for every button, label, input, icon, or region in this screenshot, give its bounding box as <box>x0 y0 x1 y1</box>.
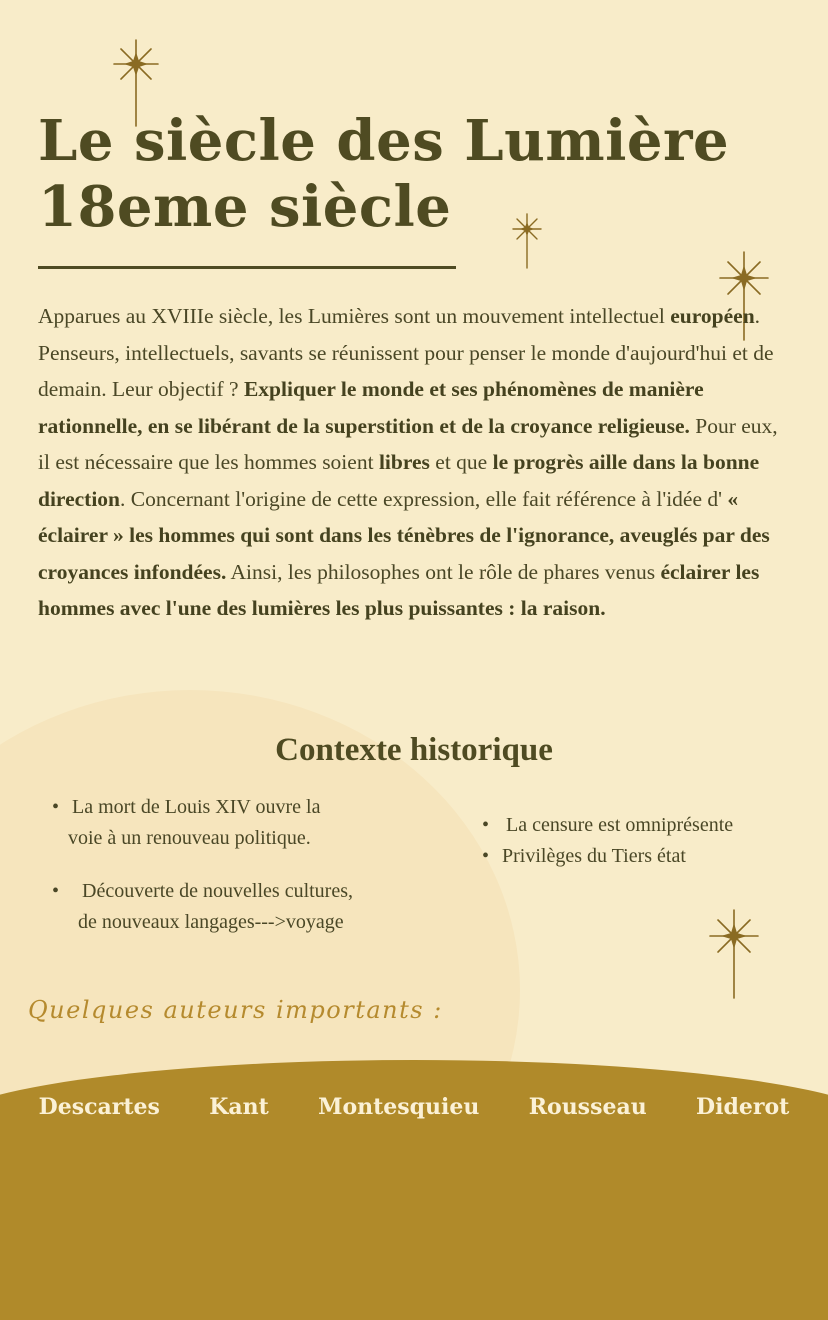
intro-emphasis: « éclairer » les hommes qui sont dans les ténèbres de l'ignorance, aveuglés par des croyances infondées. <box>38 486 770 584</box>
list-item-line: de nouveaux langages--->voyage <box>78 911 344 933</box>
intro-paragraph <box>38 298 790 627</box>
intro-text: Ainsi, les philosophes ont le rôle de phares venus <box>226 559 661 584</box>
intro-text: Apparues au XVIIIe siècle, les Lumières sont un mouvement intellectuel <box>38 304 671 328</box>
authors-heading: Quelques auteurs importants : <box>28 996 443 1024</box>
intro-text: . Concernant l'origine de cette expression, elle fait référence à l'idée d' <box>120 486 728 511</box>
list-item <box>52 876 452 938</box>
author-name: Descartes <box>38 1094 160 1120</box>
list-item: • Privilèges du Tiers état <box>482 841 822 872</box>
list-item: • La censure est omniprésente <box>482 810 822 841</box>
author-name: Montesquieu <box>318 1094 480 1120</box>
title-line-2: 18eme siècle <box>38 174 452 240</box>
intro-emphasis: européen <box>670 304 755 328</box>
intro-emphasis: éclairer les hommes avec l'une des lumières les plus puissantes : la raison. <box>38 559 760 620</box>
authors-list <box>0 1094 828 1120</box>
context-list-left <box>52 792 452 938</box>
list-item-line: voie à un renouveau politique. <box>68 827 311 849</box>
title-line-1: Le siècle des Lumière <box>38 108 730 174</box>
intro-text: et que <box>429 450 493 474</box>
author-name: Rousseau <box>528 1094 647 1120</box>
intro-emphasis: libres <box>378 450 430 474</box>
context-list-right <box>482 810 822 872</box>
list-item-line: • Découverte de nouvelles cultures, <box>82 880 354 902</box>
author-name: Diderot <box>696 1094 790 1120</box>
context-heading: Contexte historique <box>275 732 553 768</box>
list-item <box>52 792 452 854</box>
intro-text: Pour eux, il est nécessaire que les hommes soient <box>38 413 778 474</box>
title-divider <box>38 266 456 269</box>
author-name: Kant <box>209 1094 269 1120</box>
intro-emphasis: le progrès aille dans la bonne direction <box>38 450 760 511</box>
intro-text: . Penseurs, intellectuels, savants se réunissent pour penser le monde d'aujourd'hui et de demain. Leur objectif ? <box>38 304 774 401</box>
page-title <box>38 108 729 240</box>
intro-emphasis: Expliquer le monde et ses phénomènes de manière rationnelle, en se libérant de la superstition et de la croyance religieuse. <box>38 377 704 438</box>
sparkle-star-icon <box>706 908 762 1000</box>
list-item-line: • La mort de Louis XIV ouvre la <box>72 796 321 818</box>
